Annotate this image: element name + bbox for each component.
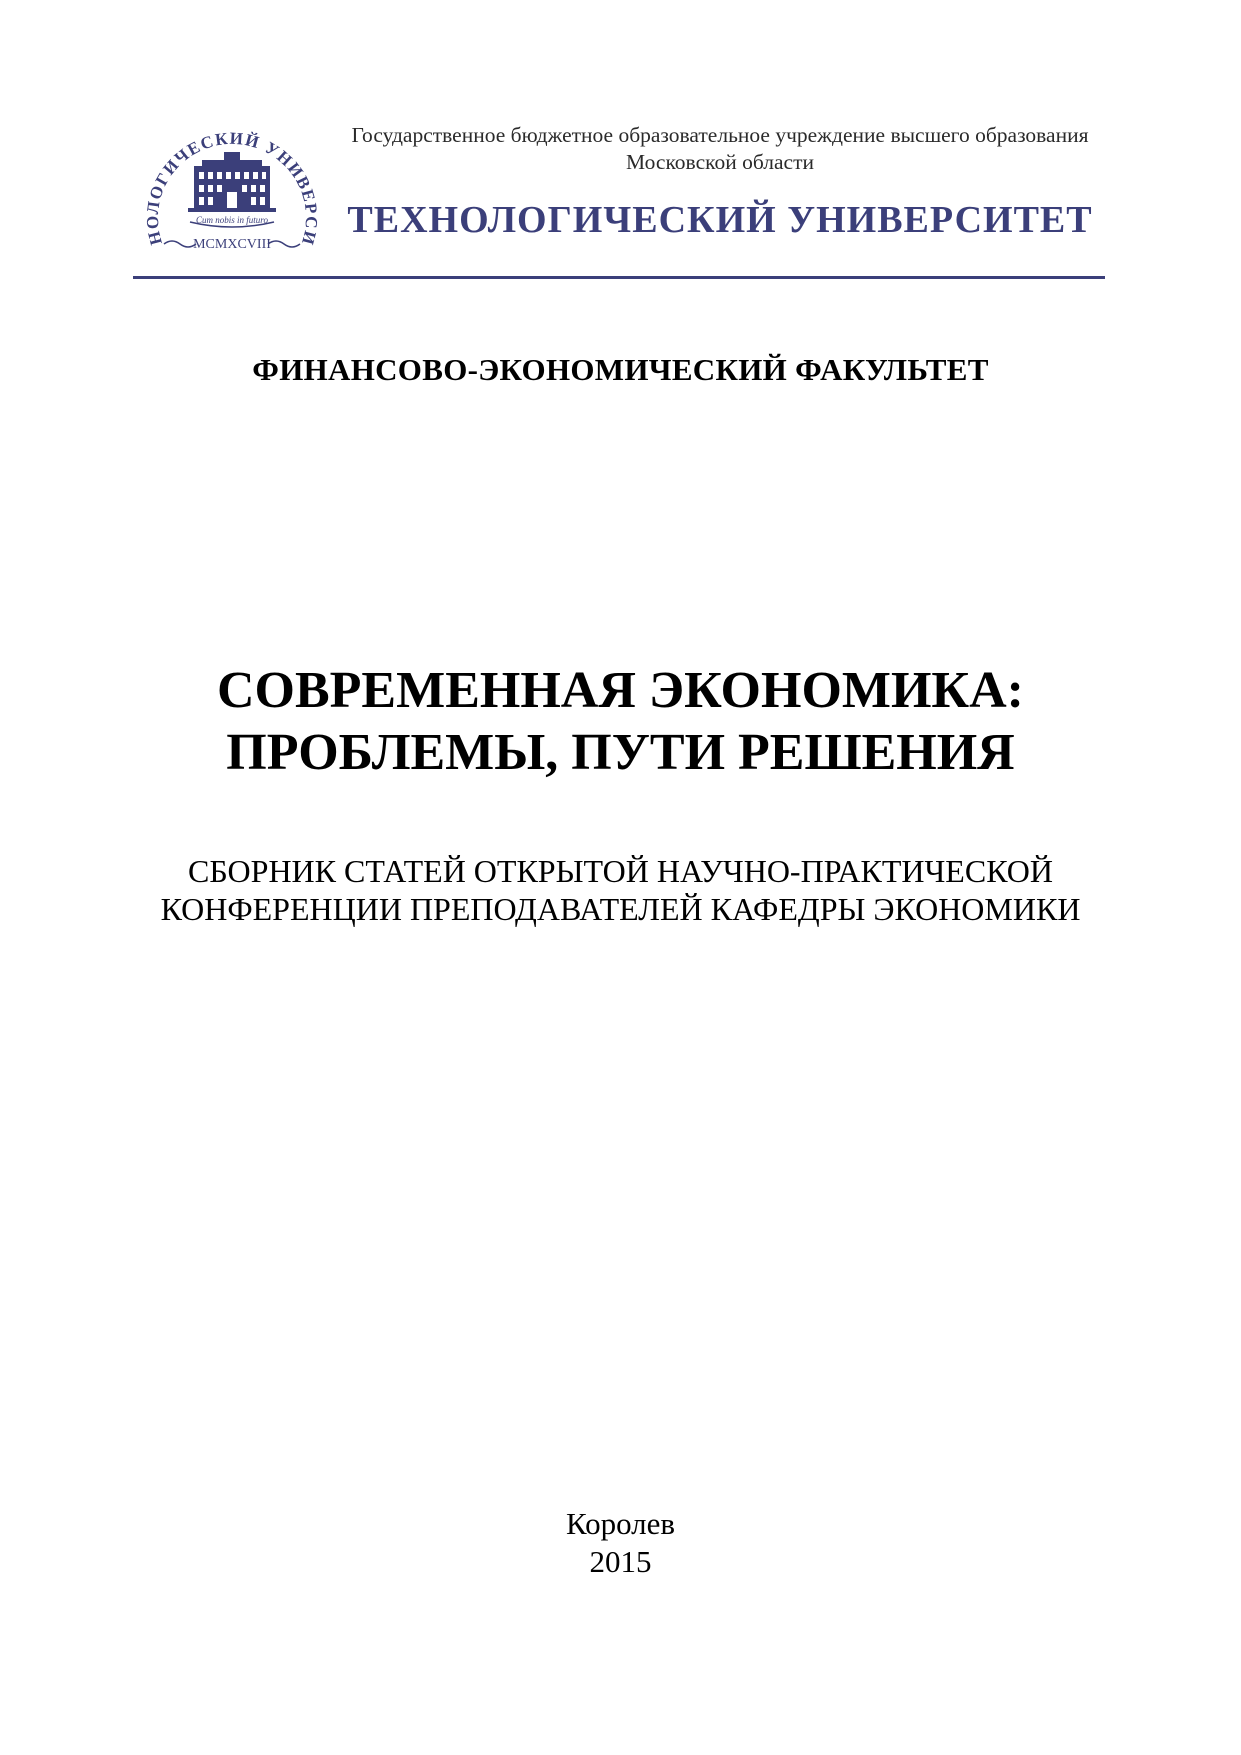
ornament-right-icon (268, 241, 300, 247)
title-line-2: ПРОБЛЕМЫ, ПУТИ РЕШЕНИЯ (226, 724, 1015, 781)
publication-year: 2015 (589, 1544, 652, 1579)
subtitle-line-2: КОНФЕРЕНЦИИ ПРЕПОДАВАТЕЛЕЙ КАФЕДРЫ ЭКОНОМИКИ (160, 891, 1081, 927)
main-title (0, 660, 1241, 784)
subtitle-line-1: СБОРНИК СТАТЕЙ ОТКРЫТОЙ НАУЧНО-ПРАКТИЧЕСКОЙ (188, 853, 1053, 889)
title-line-1: СОВРЕМЕННАЯ ЭКОНОМИКА: (216, 662, 1024, 719)
header-text-block (330, 122, 1110, 242)
header-divider (133, 276, 1105, 279)
ornament-left-icon (164, 241, 196, 247)
university-emblem-icon (132, 120, 332, 278)
university-name: ТЕХНОЛОГИЧЕСКИЙ УНИВЕРСИТЕТ (347, 199, 1093, 241)
university-logo (132, 120, 332, 278)
faculty-name: ФИНАНСОВО-ЭКОНОМИЧЕСКИЙ ФАКУЛЬТЕТ (252, 352, 989, 387)
publication-city: Королев (565, 1506, 676, 1541)
logo-ring-text: НОЛОГИЧЕСКИЙ УНИВЕРСИ (142, 128, 322, 248)
institution-line-2: Московской области (626, 150, 814, 174)
subtitle (0, 852, 1241, 928)
institution-line-1: Государственное бюджетное образовательное учреждение высшего образования (351, 123, 1089, 147)
logo-year: MCMXCVIII (193, 237, 271, 252)
logo-motto: Cum nobis in futuro (196, 215, 268, 225)
